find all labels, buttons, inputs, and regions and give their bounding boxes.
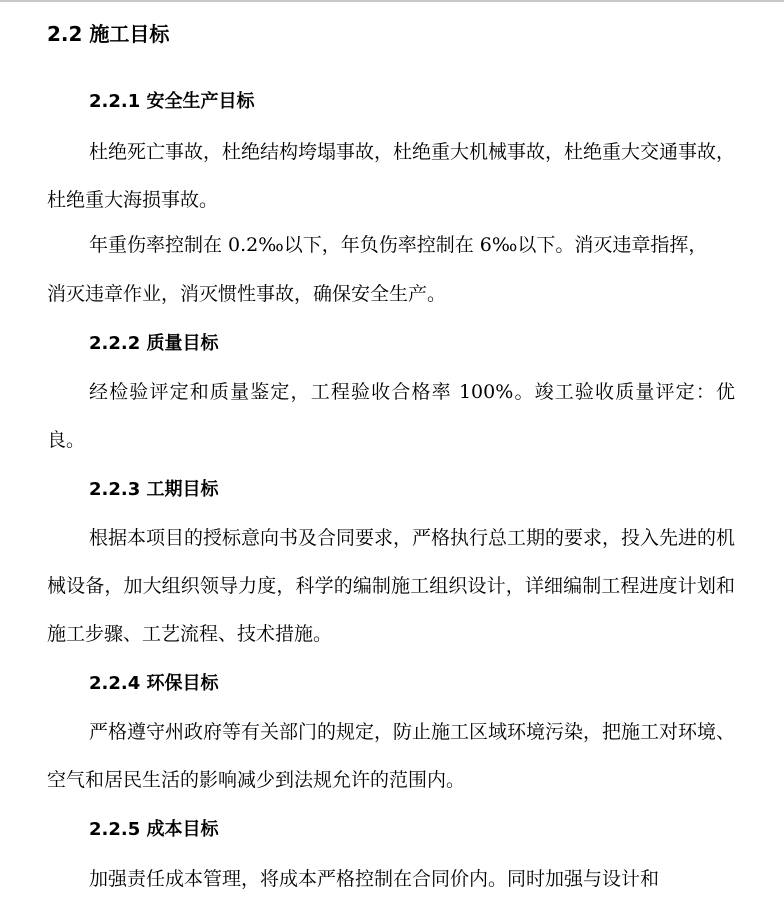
environment-heading: 2.2.4 环保目标	[89, 673, 219, 694]
quality-paragraph: 经检验评定和质量鉴定，工程验收合格率 100%。竣工验收质量评定：优良。	[47, 381, 735, 451]
quality-heading: 2.2.2 质量目标	[89, 333, 219, 354]
safety-paragraph-2-line-2: 消灭违章作业，消灭惯性事故，确保安全生产。	[47, 283, 447, 305]
cost-heading: 2.2.5 成本目标	[89, 819, 219, 840]
schedule-paragraph: 根据本项目的授标意向书及合同要求，严格执行总工期的要求，投入先进的机械设备，加大组织领导力度，科学的编制施工组织设计，详细编制工程进度计划和施工步骤、工艺流程、技术措施。	[47, 527, 736, 645]
safety-heading: 2.2.1 安全生产目标	[89, 91, 255, 112]
schedule-heading: 2.2.3 工期目标	[89, 479, 219, 500]
environment-paragraph: 严格遵守州政府等有关部门的规定，防止施工区域环境污染，把施工对环境、空气和居民生活的影响减少到法规允许的范围内。	[47, 721, 736, 791]
cost-paragraph: 加强责任成本管理，将成本严格控制在合同价内。同时加强与设计和	[89, 868, 660, 890]
top-border	[0, 0, 784, 2]
safety-paragraph-2-line-1: 年重伤率控制在 0.2‰以下，年负伤率控制在 6‰以下。消灭违章指挥，	[89, 234, 708, 256]
safety-paragraph-1: 杜绝死亡事故，杜绝结构垮塌事故，杜绝重大机械事故，杜绝重大交通事故，杜绝重大海损事故。	[47, 141, 736, 211]
section-title: 2.2 施工目标	[47, 22, 170, 46]
